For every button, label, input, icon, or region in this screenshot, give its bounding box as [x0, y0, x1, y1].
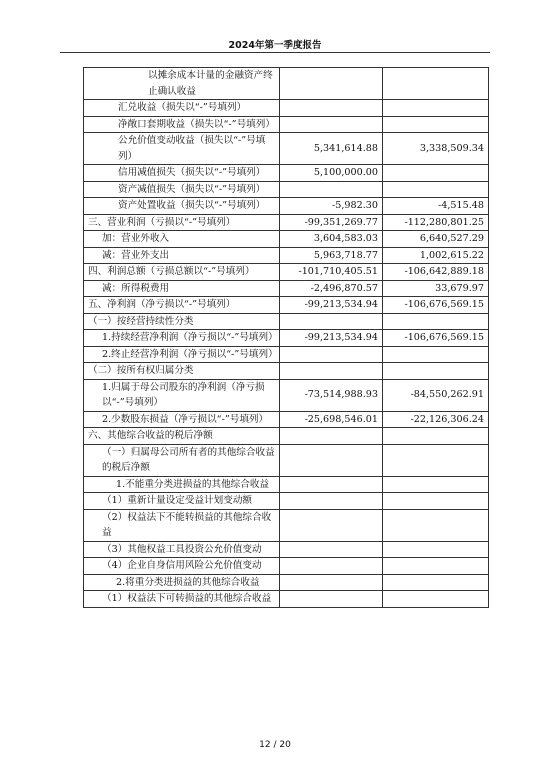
table-row — [84, 100, 489, 117]
row-label: 汇兑收益（损失以“-”号填列） — [84, 100, 280, 117]
table-row — [84, 476, 489, 493]
previous-period-value — [383, 165, 489, 182]
table-row — [84, 198, 489, 215]
row-label: （一）按经营持续性分类 — [84, 313, 280, 330]
previous-period-value — [383, 116, 489, 133]
row-label: （4）企业自身信用风险公允价值变动 — [84, 558, 280, 575]
row-label: 公允价值变动收益（损失以“-”号填列） — [84, 133, 280, 165]
row-label: 减：营业外支出 — [84, 247, 280, 264]
previous-period-value: 6,640,527.29 — [383, 231, 489, 248]
previous-period-value: -106,676,569.15 — [383, 330, 489, 347]
previous-period-value — [383, 428, 489, 445]
current-period-value — [280, 493, 383, 510]
table-row — [84, 444, 489, 476]
current-period-value — [280, 346, 383, 363]
current-period-value: -99,351,269.77 — [280, 214, 383, 231]
current-period-value: -99,213,534.94 — [280, 297, 383, 314]
previous-period-value: 33,679.97 — [383, 280, 489, 297]
previous-period-value — [383, 558, 489, 575]
current-period-value — [280, 100, 383, 117]
table-row — [84, 379, 489, 411]
current-period-value — [280, 574, 383, 591]
income-statement-body — [84, 68, 489, 608]
row-label: 五、净利润（净亏损以“-”号填列） — [84, 297, 280, 314]
row-label: 以摊余成本计量的金融资产终止确认收益 — [84, 68, 280, 100]
current-period-value: 5,341,614.88 — [280, 133, 383, 165]
row-label: 减：所得税费用 — [84, 280, 280, 297]
current-period-value: -73,514,988.93 — [280, 379, 383, 411]
row-label: 1.归属于母公司股东的净利润（净亏损以“-”号填列） — [84, 379, 280, 411]
current-period-value — [280, 313, 383, 330]
current-period-value: 5,963,718.77 — [280, 247, 383, 264]
previous-period-value — [383, 444, 489, 476]
current-period-value: 3,604,583.03 — [280, 231, 383, 248]
current-period-value: -99,213,534.94 — [280, 330, 383, 347]
table-row — [84, 247, 489, 264]
row-label: 资产减值损失（损失以“-”号填列） — [84, 181, 280, 198]
current-period-value: -101,710,405.51 — [280, 264, 383, 281]
previous-period-value — [383, 100, 489, 117]
table-row — [84, 133, 489, 165]
table-row — [84, 541, 489, 558]
previous-period-value — [383, 591, 489, 608]
table-row — [84, 68, 489, 100]
previous-period-value — [383, 574, 489, 591]
previous-period-value — [383, 181, 489, 198]
previous-period-value: -112,280,801.25 — [383, 214, 489, 231]
row-label: 净敞口套期收益（损失以“-”号填列） — [84, 116, 280, 133]
row-label: 资产处置收益（损失以“-”号填列） — [84, 198, 280, 215]
table-row — [84, 509, 489, 541]
header-divider — [60, 52, 490, 53]
current-period-value: -2,496,870.57 — [280, 280, 383, 297]
table-row — [84, 214, 489, 231]
current-period-value — [280, 476, 383, 493]
current-period-value — [280, 509, 383, 541]
previous-period-value: -84,550,262.91 — [383, 379, 489, 411]
previous-period-value: -4,515.48 — [383, 198, 489, 215]
table-row — [84, 165, 489, 182]
row-label: （二）按所有权归属分类 — [84, 363, 280, 380]
previous-period-value: -22,126,306.24 — [383, 411, 489, 428]
previous-period-value: -106,676,569.15 — [383, 297, 489, 314]
previous-period-value — [383, 313, 489, 330]
table-row — [84, 313, 489, 330]
previous-period-value — [383, 476, 489, 493]
row-label: 加：营业外收入 — [84, 231, 280, 248]
row-label: 1.不能重分类进损益的其他综合收益 — [84, 476, 280, 493]
previous-period-value — [383, 541, 489, 558]
row-label: 2.将重分类进损益的其他综合收益 — [84, 574, 280, 591]
current-period-value — [280, 116, 383, 133]
current-period-value — [280, 444, 383, 476]
current-period-value — [280, 558, 383, 575]
current-period-value: -5,982.30 — [280, 198, 383, 215]
table-row — [84, 280, 489, 297]
table-row — [84, 116, 489, 133]
previous-period-value: -106,642,889.18 — [383, 264, 489, 281]
row-label: 信用减值损失（损失以“-”号填列） — [84, 165, 280, 182]
current-period-value — [280, 181, 383, 198]
table-row — [84, 264, 489, 281]
previous-period-value — [383, 346, 489, 363]
row-label: （3）其他权益工具投资公允价值变动 — [84, 541, 280, 558]
current-period-value — [280, 541, 383, 558]
report-header-title: 2024年第一季度报告 — [228, 40, 322, 51]
row-label: 2.少数股东损益（净亏损以“-”号填列） — [84, 411, 280, 428]
page-number: 12 / 20 — [259, 740, 291, 750]
row-label: 四、利润总额（亏损总额以“-”号填列） — [84, 264, 280, 281]
row-label: 2.终止经营净利润（净亏损以“-”号填列） — [84, 346, 280, 363]
previous-period-value — [383, 363, 489, 380]
previous-period-value — [383, 68, 489, 100]
table-row — [84, 428, 489, 445]
table-row — [84, 591, 489, 608]
current-period-value: 5,100,000.00 — [280, 165, 383, 182]
row-label: （1）权益法下可转损益的其他综合收益 — [84, 591, 280, 608]
table-row — [84, 493, 489, 510]
table-row — [84, 181, 489, 198]
current-period-value: -25,698,546.01 — [280, 411, 383, 428]
table-row — [84, 231, 489, 248]
income-statement-table — [83, 67, 489, 608]
row-label: 六、其他综合收益的税后净额 — [84, 428, 280, 445]
current-period-value — [280, 363, 383, 380]
previous-period-value: 3,338,509.34 — [383, 133, 489, 165]
table-row — [84, 297, 489, 314]
row-label: （1）重新计量设定受益计划变动额 — [84, 493, 280, 510]
table-row — [84, 330, 489, 347]
table-row — [84, 346, 489, 363]
table-row — [84, 363, 489, 380]
table-row — [84, 574, 489, 591]
previous-period-value: 1,002,615.22 — [383, 247, 489, 264]
row-label: 三、营业利润（亏损以“-”号填列） — [84, 214, 280, 231]
table-row — [84, 558, 489, 575]
table-row — [84, 411, 489, 428]
current-period-value — [280, 428, 383, 445]
previous-period-value — [383, 509, 489, 541]
row-label: 1.持续经营净利润（净亏损以“-”号填列） — [84, 330, 280, 347]
current-period-value — [280, 68, 383, 100]
previous-period-value — [383, 493, 489, 510]
row-label: （一）归属母公司所有者的其他综合收益的税后净额 — [84, 444, 280, 476]
row-label: （2）权益法下不能转损益的其他综合收益 — [84, 509, 280, 541]
current-period-value — [280, 591, 383, 608]
